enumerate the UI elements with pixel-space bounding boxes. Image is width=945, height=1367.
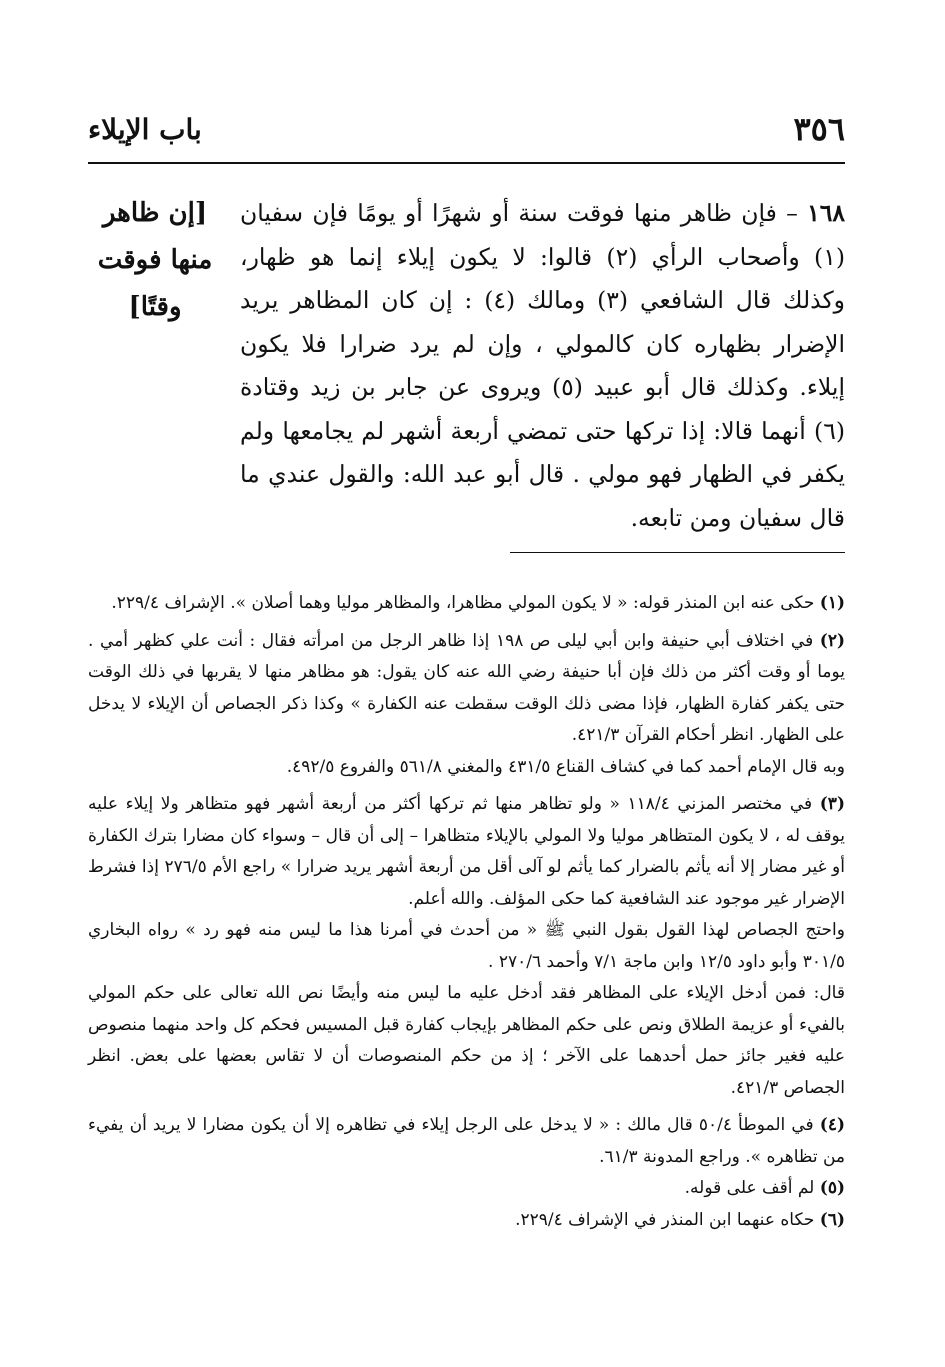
main-paragraph [240, 192, 845, 540]
footnote-1 [88, 588, 845, 620]
footnote-3-continuation: واحتج الجصاص لهذا القول بقول النبي ﷺ « من أحدث في أمرنا هذا ما ليس منه فهو رد » رواه البخاري ٣٠١/٥ وأبو داود ١٢/٥ وابن ماجة ٧/١ وأحمد ٢٧٠/٦ . [88, 920, 845, 972]
footnote-4 [88, 1110, 845, 1173]
footnote-divider [510, 552, 845, 553]
margin-heading-line: منها فوقت [97, 245, 213, 275]
header-divider [88, 162, 845, 164]
footnote-marker: (١) [819, 593, 845, 613]
chapter-title: باب الإيلاء [88, 112, 202, 146]
footnote-text: حكاه عنهما ابن المنذر في الإشراف ٢٢٩/٤. [515, 1209, 820, 1230]
page-header [88, 104, 845, 154]
footnote-3-continuation: قال: فمن أدخل الإيلاء على المظاهر فقد أدخل عليه ما ليس منه وأيضًا نص الله تعالى على حكم المولي بالفيء أو عزيمة الطلاق ونص على حكم المظاهر بإيجاب كفارة قبل المسيس فحكم كل واحد منهما منصوص عليه فغير جائز حمل أحدهما على الآخر ؛ إذ من حكم المنصوصات أن لا تقاس بعضها على بعض. انظر الجصاص ٤٢١/٣. [88, 983, 845, 1098]
footnote-marker: (٢) [819, 630, 845, 651]
footnote-text: في اختلاف أبي حنيفة وابن أبي ليلى ص ١٩٨ إذا ظاهر الرجل من امرأته فقال : أنت علي كظهر أمي . يوما أو وقت أكثر من ذلك فإن أبا حنيفة رضي الله عنه كان يقول: هو مظاهر منها لا يقربها في ذلك الوقت حتى يكفر كفارة الظهار، فإذا مضى ذلك الوقت سقطت عنه الكفارة » وكذا ذكر الجصاص أن الإيلاء لا يدخل على الظهار. انظر أحكام القرآن ٤٢١/٣. [88, 630, 845, 745]
footnote-2 [88, 626, 845, 752]
footnote-text: حكى عنه ابن المنذر قوله: « لا يكون المولي مظاهرا، والمظاهر موليا وهما أصلان ». الإشراف ٢٢٩/٤. [111, 593, 820, 613]
footnotes [88, 588, 845, 1236]
footnote-5 [88, 1173, 845, 1205]
footnote-text: في مختصر المزني ١١٨/٤ « ولو تظاهر منها ثم تركها أكثر من أربعة أشهر فهو متظاهر ولا إيلاء عليه يوقف له ، لا يكون المتظاهر موليا ولا المولي بالإيلاء متظاهرا – إلى أن قال – وسواء كان مضارا بترك الكفارة أو غير مضار إلا أنه يأثم بالضرار كما يأثم لو آلى أقل من أربعة أشهر يريد ضرارا » راجع الأم ٢٧٦/٥ إذا فشرط الإضرار غير موجود عند الشافعية كما حكى المؤلف. والله أعلم. [88, 794, 845, 909]
footnote-marker: (٦) [819, 1209, 845, 1230]
footnote-marker: (٣) [819, 794, 845, 814]
footnote-text: في الموطأ ٥٠/٤ قال مالك : « لا يدخل على الرجل إيلاء في تظاهره إلا أن يكون مضارا لا يريد أن يفيء من تظاهره ». وراجع المدونة ٦١/٣. [88, 1115, 845, 1167]
footnote-2-continuation: وبه قال الإمام أحمد كما في كشاف القناع ٤٣١/٥ والمغني ٥٦١/٨ والفروع ٤٩٢/٥. [286, 756, 845, 777]
footnote-marker: (٤) [819, 1115, 845, 1135]
margin-heading-line: [إن ظاهر [102, 198, 208, 228]
footnote-marker: (٥) [819, 1178, 845, 1198]
footnote-3 [88, 789, 845, 915]
page-number: ٣٥٦ [793, 110, 845, 148]
margin-heading [95, 190, 215, 331]
main-paragraph-text: – فإن ظاهر منها فوقت سنة أو شهرًا أو يومًا فإن سفيان (١) وأصحاب الرأي (٢) قالوا: لا يكون إيلاء إنما هو ظهار، وكذلك قال الشافعي (٣) ومالك (٤) : إن كان المظاهر يريد الإضرار بظهاره كان كالمولي ، وإن لم يرد ضرارا فلا يكون إيلاء. وكذلك قال أبو عبيد (٥) ويروى عن جابر بن زيد وقتادة (٦) أنهما قالا: إذا تركها حتى تمضي أربعة أشهر لم يجامعها ولم يكفر في الظهار فهو مولي . قال أبو عبد الله: والقول عندي ما قال سفيان ومن تابعه. [240, 199, 846, 532]
footnote-6 [88, 1205, 845, 1237]
footnote-text: لم أقف على قوله. [684, 1178, 820, 1198]
entry-number: ١٦٨ [807, 199, 845, 227]
margin-heading-line: وقتًا] [128, 292, 182, 322]
